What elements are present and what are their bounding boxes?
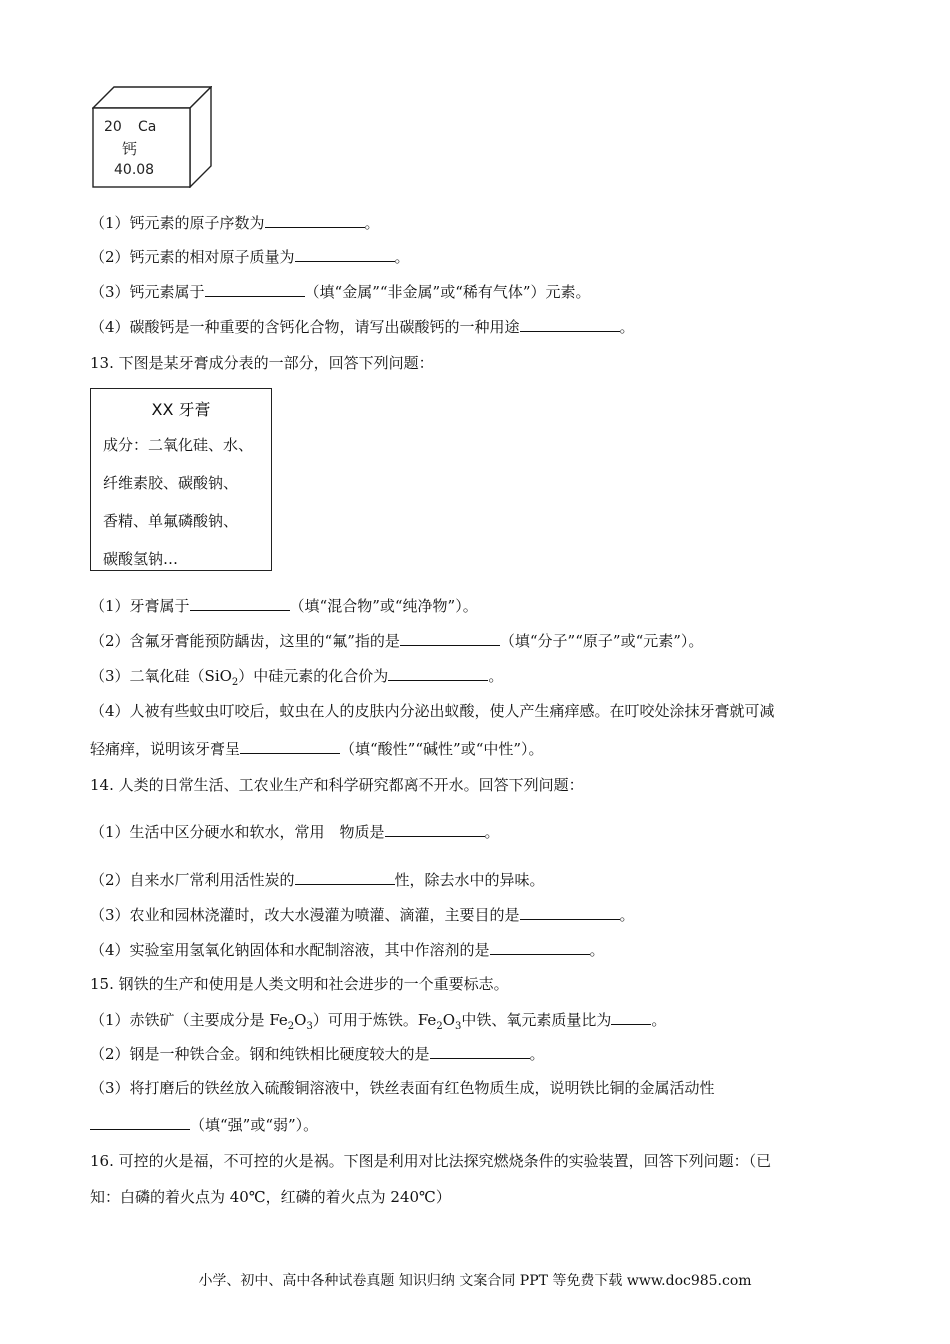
q16-line-2: 知：白磷的着火点为 40℃，红磷的着火点为 240℃）: [90, 1188, 451, 1206]
atomic-mass: 40.08: [114, 162, 155, 178]
box-title: XX 牙膏: [151, 400, 211, 419]
q13-line-3: （3）二氧化硅（SiO$_2$）中硅元素的化合价为 。: [90, 667, 504, 688]
q15-line-3: （3）将打磨后的铁丝放入硫酸铜溶液中，铁丝表面有红色物质生成，说明铁比铜的金属活动性: [90, 1079, 715, 1097]
q15-line-1: （1）赤铁矿（主要成分是 $Fe_2O_3$）可用于炼铁。$Fe_2O_3$中铁、氧元素质量比为 。: [90, 1011, 667, 1032]
element-symbol: Ca: [138, 119, 157, 135]
answer-blank: [430, 1043, 530, 1059]
calcium-element-card: [92, 86, 212, 188]
q12-line-3: （3）钙元素属于 （填“金属”“非金属”或“稀有气体”）元素。: [90, 283, 591, 301]
toothpaste-ingredients-box: [90, 388, 272, 571]
answer-blank: [520, 316, 620, 332]
answer-blank: [490, 939, 590, 955]
box-line-3: 香精、单氟磷酸钠、: [103, 512, 239, 530]
answer-blank: [520, 904, 620, 920]
answer-blank: [205, 281, 305, 297]
box-line-2: 纤维素胶、碳酸钠、: [103, 474, 239, 492]
answer-blank: [90, 1114, 190, 1130]
q14-line-1: （1）生活中区分硬水和软水，常用 物质是 。: [90, 823, 500, 841]
q14-line-4: （4）实验室用氢氧化钠固体和水配制溶液，其中作溶剂的是 。: [90, 941, 605, 959]
q14-line-2: （2）自来水厂常利用活性炭的 性，除去水中的异味。: [90, 871, 545, 889]
answer-blank: [295, 869, 395, 885]
element-name: 钙: [122, 140, 138, 158]
answer-blank: [400, 630, 500, 646]
q16-line-1: 16. 可控的火是福，不可控的火是祸。下图是利用对比法探究燃烧条件的实验装置，回答下列问题：（已: [90, 1152, 772, 1170]
answer-blank: [295, 246, 395, 262]
atomic-number: 20: [104, 119, 122, 135]
answer-blank: [385, 821, 485, 837]
q13-line-4a: （4）人被有些蚊虫叮咬后，蚊虫在人的皮肤内分泌出蚁酸，使人产生痛痒感。在叮咬处涂抹牙膏就可减: [90, 702, 775, 720]
box-line-1: 成分：二氧化硅、水、: [103, 436, 254, 454]
q12-line-1: （1）钙元素的原子序数为 。: [90, 214, 380, 232]
q15-line-3b: （填“强”或“弱”）。: [90, 1114, 318, 1135]
answer-blank: [190, 595, 290, 611]
answer-blank: [388, 665, 488, 681]
q13-title: 13. 下图是某牙膏成分表的一部分，回答下列问题：: [90, 354, 434, 372]
answer-blank: [240, 738, 340, 754]
answer-blank: [611, 1009, 651, 1025]
q14-title: 14. 人类的日常生活、工农业生产和科学研究都离不开水。回答下列问题：: [90, 776, 584, 794]
q13-line-1: （1）牙膏属于 （填“混合物”或“纯净物”）。: [90, 597, 478, 615]
q14-line-3: （3）农业和园林浇灌时，改大水漫灌为喷灌、滴灌，主要目的是 。: [90, 906, 635, 924]
q15-line-2: （2）钢是一种铁合金。钢和纯铁相比硬度较大的是 。: [90, 1045, 545, 1063]
answer-blank: [265, 212, 365, 228]
q12-line-2: （2）钙元素的相对原子质量为 。: [90, 248, 410, 266]
q13-line-2: （2）含氟牙膏能预防龋齿，这里的“氟”指的是 （填“分子”“原子”或“元素”）。: [90, 632, 704, 650]
q12-line-4: （4）碳酸钙是一种重要的含钙化合物，请写出碳酸钙的一种用途 。: [90, 318, 635, 336]
q15-title: 15. 钢铁的生产和使用是人类文明和社会进步的一个重要标志。: [90, 975, 509, 993]
q13-line-4b: 轻痛痒，说明该牙膏呈 （填“酸性”“碱性”或“中性”）。: [90, 740, 544, 758]
page-footer: 小学、初中、高中各种试卷真题 知识归纳 文案合同 PPT 等免费下载 www.doc985.com: [198, 1273, 752, 1289]
box-line-4: 碳酸氢钠…: [103, 550, 179, 568]
